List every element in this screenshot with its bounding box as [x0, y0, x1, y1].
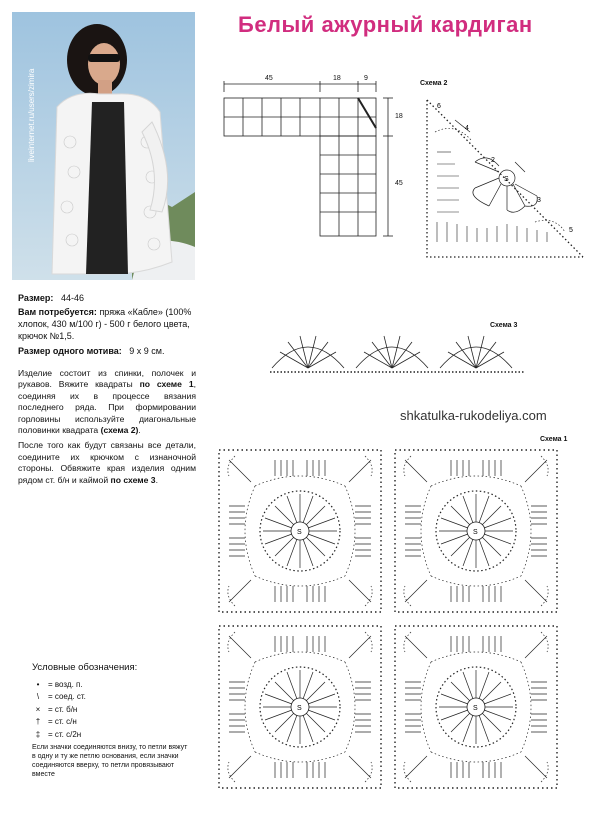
- scheme-3-label: Схема 3: [490, 322, 518, 329]
- assembly-grid-diagram: [218, 78, 408, 258]
- scheme-2-row-6: 6: [437, 103, 441, 110]
- scheme-2-row-3: 3: [537, 197, 541, 204]
- scheme-2-diagram: [415, 92, 590, 262]
- scheme-2-row-2: 2: [491, 157, 495, 164]
- legend: [32, 662, 192, 779]
- dim-18-side: 18: [395, 113, 403, 120]
- description-paragraph-2: После того как будут связаны все детали, соедините их крючком с изнаночной стороны. Обвяжите края изделия одним рядом ст. б/н и каймой по схеме 3.: [18, 440, 196, 485]
- size-line: [18, 292, 84, 304]
- scheme-2-label: Схема 2: [420, 80, 448, 87]
- photo-caption: liveinternet.ru/users/zimira: [27, 68, 36, 162]
- watermark: shkatulka-rukodeliya.com: [400, 408, 547, 423]
- dim-18-top: 18: [333, 75, 341, 82]
- materials-label: Вам потребуется:: [18, 307, 97, 317]
- single-crochet-icon: ×: [35, 704, 41, 714]
- double-crochet-icon: †: [35, 717, 41, 726]
- scheme-2-center: S: [504, 176, 509, 183]
- legend-title: Условные обозначения:: [32, 662, 138, 673]
- scheme-1-label: Схема 1: [540, 436, 568, 443]
- dim-9-top: 9: [364, 75, 368, 82]
- legend-item: † = ст. с/н: [32, 716, 192, 729]
- motif-size-label: Размер одного мотива:: [18, 346, 122, 356]
- materials-value: пряжа «Кабле» (100% хлопок, 430 м/100 г) - 500 г белого цвета, крючок №1,5.: [18, 307, 192, 341]
- description-paragraph-1: Изделие состоит из спинки, полочек и рукавов. Вяжите квадраты по схеме 1, соединяя их в процессе вязания последнего ряда. При формировании горловины используйте диагональные половинки квадрата (схема 2).: [18, 368, 196, 436]
- description: [18, 368, 196, 490]
- chain-stitch-icon: •: [36, 679, 40, 689]
- scheme-2-row-4: 4: [465, 125, 469, 132]
- page-title: Белый ажурный кардиган: [238, 12, 533, 37]
- dim-45-side: 45: [395, 180, 403, 187]
- scheme-2-row-5: 5: [569, 227, 573, 234]
- legend-note: Если значки соединяются внизу, то петли вяжут в одну и ту же петлю основания, если значки соединяются вверху, то петли провязывают вместе: [32, 744, 188, 778]
- legend-item: × = ст. б/н: [32, 704, 192, 717]
- model-photo: [12, 12, 195, 280]
- scheme-1-diagram: [215, 446, 570, 801]
- treble-crochet-icon: ‡: [35, 729, 41, 739]
- motif-size-value: 9 х 9 см.: [129, 346, 165, 356]
- legend-item: ‡ = ст. с/2н: [32, 729, 192, 742]
- materials-line: [18, 306, 198, 342]
- legend-item: • = возд. п.: [32, 679, 192, 692]
- dim-45-top: 45: [265, 75, 273, 82]
- legend-item: \ = соед. ст.: [32, 691, 192, 704]
- motif-size-line: [18, 345, 164, 357]
- slip-stitch-icon: \: [36, 692, 40, 701]
- size-value: 44-46: [60, 293, 84, 303]
- size-label: Размер:: [18, 293, 54, 303]
- scheme-3-diagram: [268, 328, 528, 380]
